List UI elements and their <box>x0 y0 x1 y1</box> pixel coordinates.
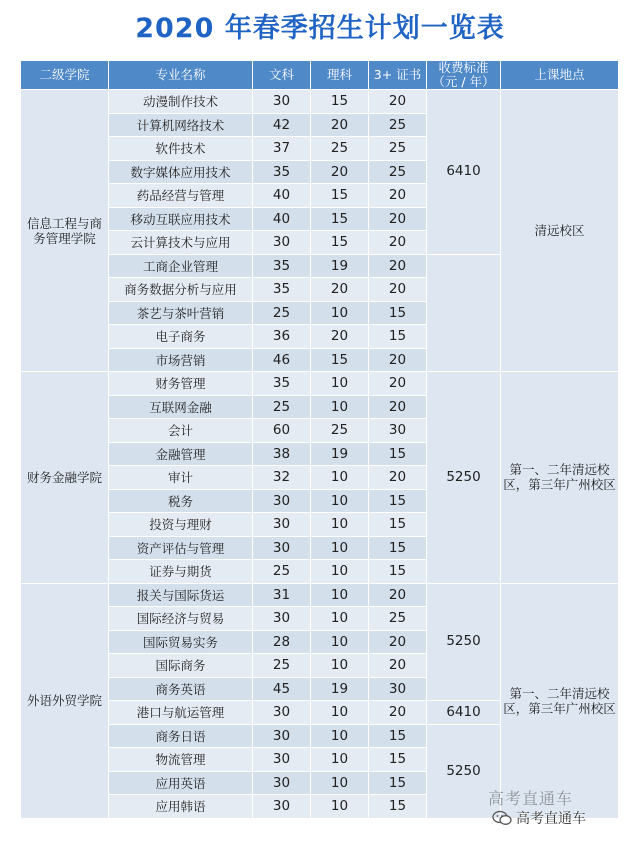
cert-quota: 20 <box>369 278 427 302</box>
major-name: 国际贸易实务 <box>109 630 253 654</box>
fee-standard: 6410 <box>427 90 501 255</box>
major-name: 工商企业管理 <box>109 254 253 278</box>
fee-standard: 5250 <box>427 724 501 818</box>
major-name: 报关与国际货运 <box>109 583 253 607</box>
cert-quota: 20 <box>369 254 427 278</box>
like-quota: 10 <box>311 395 369 419</box>
like-quota: 10 <box>311 466 369 490</box>
wenke-quota: 36 <box>253 325 311 349</box>
college-name: 外语外贸学院 <box>21 583 109 818</box>
major-name: 商务数据分析与应用 <box>109 278 253 302</box>
wenke-quota: 25 <box>253 395 311 419</box>
like-quota: 19 <box>311 677 369 701</box>
cert-quota: 30 <box>369 419 427 443</box>
wenke-quota: 25 <box>253 301 311 325</box>
major-name: 市场营销 <box>109 348 253 372</box>
cert-quota: 25 <box>369 607 427 631</box>
like-quota: 15 <box>311 207 369 231</box>
major-name: 数字媒体应用技术 <box>109 160 253 184</box>
cert-quota: 20 <box>369 395 427 419</box>
like-quota: 25 <box>311 137 369 161</box>
major-name: 药品经营与管理 <box>109 184 253 208</box>
major-name: 港口与航运管理 <box>109 701 253 725</box>
page-title: 2020 年春季招生计划一览表 <box>135 13 505 44</box>
wenke-quota: 60 <box>253 419 311 443</box>
enrollment-plan-table <box>20 60 619 819</box>
major-name: 电子商务 <box>109 325 253 349</box>
major-name: 审计 <box>109 466 253 490</box>
wenke-quota: 42 <box>253 113 311 137</box>
like-quota: 20 <box>311 160 369 184</box>
fee-standard <box>427 254 501 372</box>
major-name: 资产评估与管理 <box>109 536 253 560</box>
like-quota: 10 <box>311 607 369 631</box>
header-fee: 收费标准（元 / 年） <box>427 61 501 90</box>
like-quota: 19 <box>311 442 369 466</box>
wenke-quota: 30 <box>253 513 311 537</box>
header-college: 二级学院 <box>21 61 109 90</box>
wenke-quota: 37 <box>253 137 311 161</box>
wenke-quota: 30 <box>253 607 311 631</box>
table-row <box>21 583 619 607</box>
cert-quota: 15 <box>369 795 427 819</box>
like-quota: 15 <box>311 90 369 114</box>
wenke-quota: 35 <box>253 372 311 396</box>
table-row <box>21 372 619 396</box>
table-row <box>21 90 619 114</box>
cert-quota: 15 <box>369 771 427 795</box>
cert-quota: 25 <box>369 160 427 184</box>
cert-quota: 15 <box>369 560 427 584</box>
wenke-quota: 35 <box>253 254 311 278</box>
like-quota: 10 <box>311 583 369 607</box>
cert-quota: 20 <box>369 654 427 678</box>
college-name: 财务金融学院 <box>21 372 109 584</box>
wenke-quota: 38 <box>253 442 311 466</box>
major-name: 证券与期货 <box>109 560 253 584</box>
major-name: 税务 <box>109 489 253 513</box>
major-name: 国际经济与贸易 <box>109 607 253 631</box>
major-name: 应用英语 <box>109 771 253 795</box>
cert-quota: 20 <box>369 701 427 725</box>
wenke-quota: 30 <box>253 701 311 725</box>
wenke-quota: 46 <box>253 348 311 372</box>
like-quota: 10 <box>311 630 369 654</box>
like-quota: 10 <box>311 724 369 748</box>
wenke-quota: 30 <box>253 90 311 114</box>
like-quota: 10 <box>311 748 369 772</box>
wenke-quota: 30 <box>253 724 311 748</box>
cert-quota: 25 <box>369 137 427 161</box>
major-name: 商务日语 <box>109 724 253 748</box>
major-name: 金融管理 <box>109 442 253 466</box>
cert-quota: 20 <box>369 630 427 654</box>
fee-standard: 5250 <box>427 583 501 701</box>
wenke-quota: 25 <box>253 560 311 584</box>
like-quota: 20 <box>311 113 369 137</box>
header-cert: 3+ 证书 <box>369 61 427 90</box>
like-quota: 10 <box>311 654 369 678</box>
major-name: 云计算技术与应用 <box>109 231 253 255</box>
like-quota: 10 <box>311 560 369 584</box>
like-quota: 15 <box>311 348 369 372</box>
major-name: 投资与理财 <box>109 513 253 537</box>
cert-quota: 15 <box>369 325 427 349</box>
major-name: 国际商务 <box>109 654 253 678</box>
cert-quota: 25 <box>369 113 427 137</box>
class-location: 清远校区 <box>501 90 619 372</box>
like-quota: 10 <box>311 536 369 560</box>
like-quota: 25 <box>311 419 369 443</box>
college-name: 信息工程与商务管理学院 <box>21 90 109 372</box>
like-quota: 10 <box>311 701 369 725</box>
wechat-icon <box>492 810 512 826</box>
like-quota: 10 <box>311 513 369 537</box>
wenke-quota: 40 <box>253 207 311 231</box>
table-header <box>21 61 619 90</box>
wenke-quota: 30 <box>253 795 311 819</box>
cert-quota: 15 <box>369 442 427 466</box>
wenke-quota: 45 <box>253 677 311 701</box>
wenke-quota: 40 <box>253 184 311 208</box>
class-location: 第一、二年清远校区，第三年广州校区 <box>501 372 619 584</box>
major-name: 商务英语 <box>109 677 253 701</box>
cert-quota: 15 <box>369 301 427 325</box>
wechat-account-label: 高考直通车 <box>516 811 586 827</box>
header-major: 专业名称 <box>109 61 253 90</box>
cert-quota: 20 <box>369 90 427 114</box>
wenke-quota: 30 <box>253 748 311 772</box>
cert-quota: 20 <box>369 184 427 208</box>
wenke-quota: 30 <box>253 771 311 795</box>
like-quota: 20 <box>311 278 369 302</box>
major-name: 物流管理 <box>109 748 253 772</box>
major-name: 移动互联应用技术 <box>109 207 253 231</box>
wenke-quota: 30 <box>253 231 311 255</box>
like-quota: 20 <box>311 325 369 349</box>
cert-quota: 15 <box>369 489 427 513</box>
cert-quota: 15 <box>369 536 427 560</box>
cert-quota: 15 <box>369 724 427 748</box>
watermark: 高考直通车 <box>488 789 574 808</box>
major-name: 动漫制作技术 <box>109 90 253 114</box>
like-quota: 10 <box>311 795 369 819</box>
cert-quota: 20 <box>369 372 427 396</box>
major-name: 会计 <box>109 419 253 443</box>
major-name: 财务管理 <box>109 372 253 396</box>
header-like: 理科 <box>311 61 369 90</box>
table-body <box>21 90 619 819</box>
like-quota: 10 <box>311 489 369 513</box>
wenke-quota: 35 <box>253 278 311 302</box>
like-quota: 15 <box>311 184 369 208</box>
wenke-quota: 25 <box>253 654 311 678</box>
like-quota: 10 <box>311 372 369 396</box>
fee-standard: 6410 <box>427 701 501 725</box>
like-quota: 10 <box>311 301 369 325</box>
fee-standard: 5250 <box>427 372 501 584</box>
wenke-quota: 30 <box>253 489 311 513</box>
major-name: 计算机网络技术 <box>109 113 253 137</box>
cert-quota: 20 <box>369 583 427 607</box>
major-name: 软件技术 <box>109 137 253 161</box>
major-name: 应用韩语 <box>109 795 253 819</box>
like-quota: 19 <box>311 254 369 278</box>
major-name: 互联网金融 <box>109 395 253 419</box>
cert-quota: 20 <box>369 466 427 490</box>
like-quota: 10 <box>311 771 369 795</box>
cert-quota: 20 <box>369 348 427 372</box>
cert-quota: 20 <box>369 207 427 231</box>
header-location: 上课地点 <box>501 61 619 90</box>
cert-quota: 15 <box>369 748 427 772</box>
cert-quota: 15 <box>369 513 427 537</box>
wenke-quota: 30 <box>253 536 311 560</box>
wechat-badge <box>492 806 586 830</box>
wenke-quota: 28 <box>253 630 311 654</box>
cert-quota: 20 <box>369 231 427 255</box>
class-location: 第一、二年清远校区，第三年广州校区 <box>501 583 619 818</box>
like-quota: 15 <box>311 231 369 255</box>
wenke-quota: 32 <box>253 466 311 490</box>
wenke-quota: 31 <box>253 583 311 607</box>
wenke-quota: 35 <box>253 160 311 184</box>
header-wenke: 文科 <box>253 61 311 90</box>
major-name: 茶艺与茶叶营销 <box>109 301 253 325</box>
cert-quota: 30 <box>369 677 427 701</box>
